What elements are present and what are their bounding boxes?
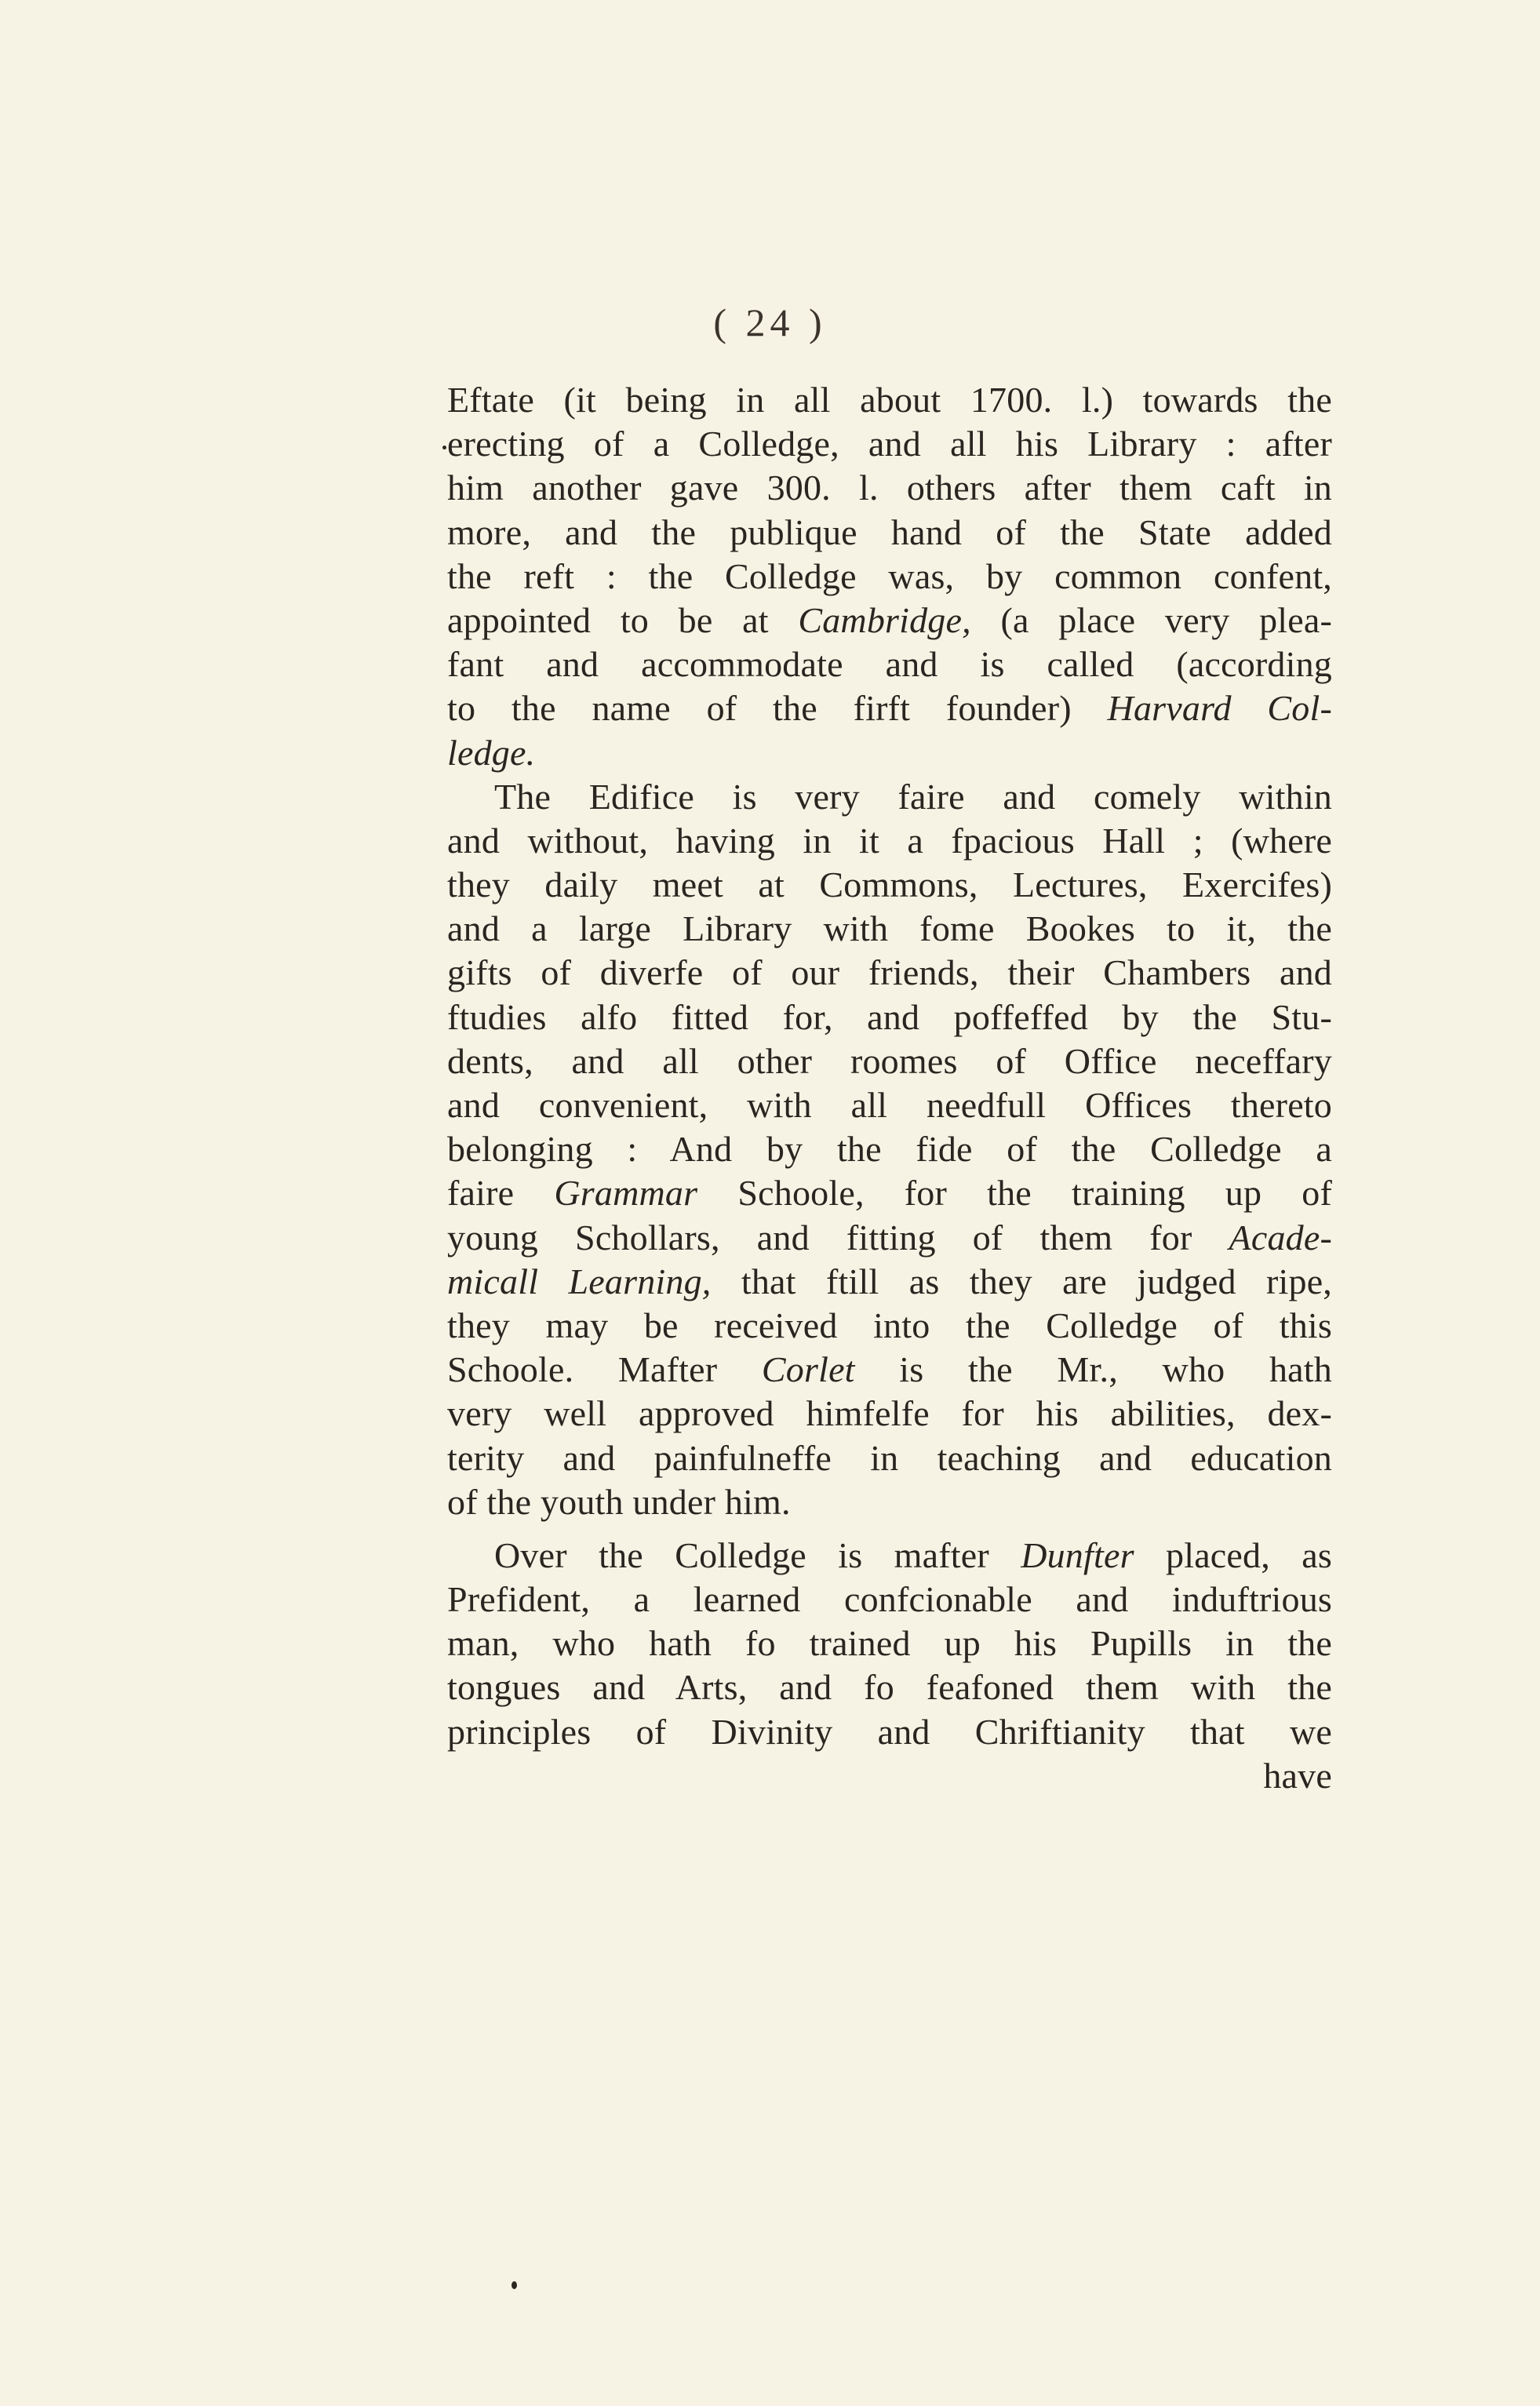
text-segment: principles of Divinity and Chriftianity that we bbox=[447, 1711, 1332, 1752]
text-line bbox=[447, 1578, 1332, 1622]
text-segment: is the Mr., who hath bbox=[854, 1349, 1332, 1390]
text-segment: man, who hath fo trained up his Pupills in the bbox=[447, 1623, 1332, 1664]
text-line bbox=[447, 1622, 1332, 1665]
ink-speck bbox=[512, 2281, 517, 2289]
text-line bbox=[447, 599, 1332, 642]
text-line bbox=[447, 1216, 1332, 1260]
text-segment: dents, and all other roomes of Office neceffary bbox=[447, 1040, 1332, 1081]
text-line bbox=[447, 378, 1332, 422]
text-segment: terity and painfulneffe in teaching and education bbox=[447, 1437, 1332, 1478]
text-segment: fant and accommodate and is called (according bbox=[447, 644, 1332, 685]
text-segment: belonging : And by the fide of the Colledge a bbox=[447, 1129, 1332, 1170]
text-segment: Eftate (it being in all about 1700. l.) towards the bbox=[447, 380, 1332, 420]
catchword bbox=[447, 1754, 1332, 1798]
text-segment: The Edifice is very faire and comely within bbox=[494, 776, 1332, 817]
italic-text: Dunfter bbox=[1021, 1534, 1134, 1575]
text-segment: young Schollars, and fitting of them for bbox=[447, 1217, 1229, 1258]
text-line bbox=[447, 1260, 1332, 1304]
text-segment: and convenient, with all needfull Offices thereto bbox=[447, 1085, 1332, 1125]
text-segment: Prefident, a learned confcionable and induftrious bbox=[447, 1579, 1332, 1620]
body-text bbox=[447, 378, 1332, 1798]
text-line bbox=[447, 1348, 1332, 1392]
text-segment: Over the Colledge is mafter bbox=[494, 1534, 1021, 1575]
text-line bbox=[447, 1534, 1332, 1578]
italic-text: ledge. bbox=[447, 732, 536, 773]
text-segment: they may be received into the Colledge of this bbox=[447, 1305, 1332, 1345]
text-line bbox=[447, 1083, 1332, 1127]
text-line bbox=[447, 1171, 1332, 1215]
text-line bbox=[447, 951, 1332, 995]
text-segment: him another gave 300. l. others after them caft in bbox=[447, 468, 1332, 508]
text-segment: and without, having in it a fpacious Hall ; (where bbox=[447, 820, 1332, 861]
text-line bbox=[447, 863, 1332, 907]
text-segment: Schoole, for the training up of bbox=[697, 1173, 1332, 1214]
text-line bbox=[447, 1127, 1332, 1171]
text-segment: gifts of diverfe of our friends, their Chambers and bbox=[447, 952, 1332, 993]
text-segment: of the youth under him. bbox=[447, 1481, 791, 1522]
text-line bbox=[447, 555, 1332, 599]
text-line bbox=[447, 642, 1332, 686]
text-line bbox=[447, 1665, 1332, 1709]
text-segment: and a large Library with fome Bookes to it, the bbox=[447, 908, 1332, 949]
italic-text: Corlet bbox=[761, 1349, 855, 1390]
ink-speck bbox=[442, 446, 446, 450]
text-line bbox=[447, 466, 1332, 510]
text-segment: Schoole. Mafter bbox=[447, 1349, 762, 1390]
text-segment: (a place very plea- bbox=[970, 599, 1332, 640]
italic-text: micall Learning, bbox=[447, 1261, 712, 1301]
text-line bbox=[447, 775, 1332, 819]
text-segment: ftudies alfo fitted for, and poffeffed by the Stu- bbox=[447, 996, 1332, 1037]
text-line bbox=[447, 511, 1332, 555]
text-segment: have bbox=[1263, 1755, 1332, 1796]
text-segment: to the name of the firft founder) bbox=[447, 688, 1108, 729]
text-segment: faire bbox=[447, 1173, 555, 1214]
text-line bbox=[447, 819, 1332, 863]
text-segment: appointed to be at bbox=[447, 599, 799, 640]
text-line bbox=[447, 1304, 1332, 1348]
page-number: ( 24 ) bbox=[713, 300, 827, 344]
text-line bbox=[447, 1039, 1332, 1083]
italic-text: Cambridge, bbox=[798, 599, 971, 640]
italic-text: Harvard Col- bbox=[1107, 688, 1332, 729]
text-line bbox=[447, 1480, 1332, 1524]
text-line bbox=[447, 907, 1332, 951]
text-segment: erecting of a Colledge, and all his Library : after bbox=[447, 424, 1332, 464]
text-segment: tongues and Arts, and fo feafoned them with the bbox=[447, 1667, 1332, 1708]
text-segment: placed, as bbox=[1134, 1534, 1332, 1575]
text-segment: that ftill as they are judged ripe, bbox=[711, 1261, 1333, 1301]
text-line bbox=[447, 686, 1332, 730]
text-line bbox=[447, 731, 1332, 775]
italic-text: Grammar bbox=[554, 1173, 698, 1214]
text-segment: they daily meet at Commons, Lectures, Exercifes) bbox=[447, 864, 1332, 905]
text-segment: more, and the publique hand of the State added bbox=[447, 511, 1332, 552]
text-line bbox=[447, 996, 1332, 1039]
text-segment: the reft : the Colledge was, by common confent, bbox=[447, 555, 1332, 596]
text-line bbox=[447, 422, 1332, 466]
text-line bbox=[447, 1392, 1332, 1436]
text-segment: very well approved himfelfe for his abilities, dex- bbox=[447, 1393, 1332, 1434]
text-line bbox=[447, 1710, 1332, 1754]
italic-text: Acade- bbox=[1229, 1217, 1332, 1258]
text-line bbox=[447, 1436, 1332, 1480]
